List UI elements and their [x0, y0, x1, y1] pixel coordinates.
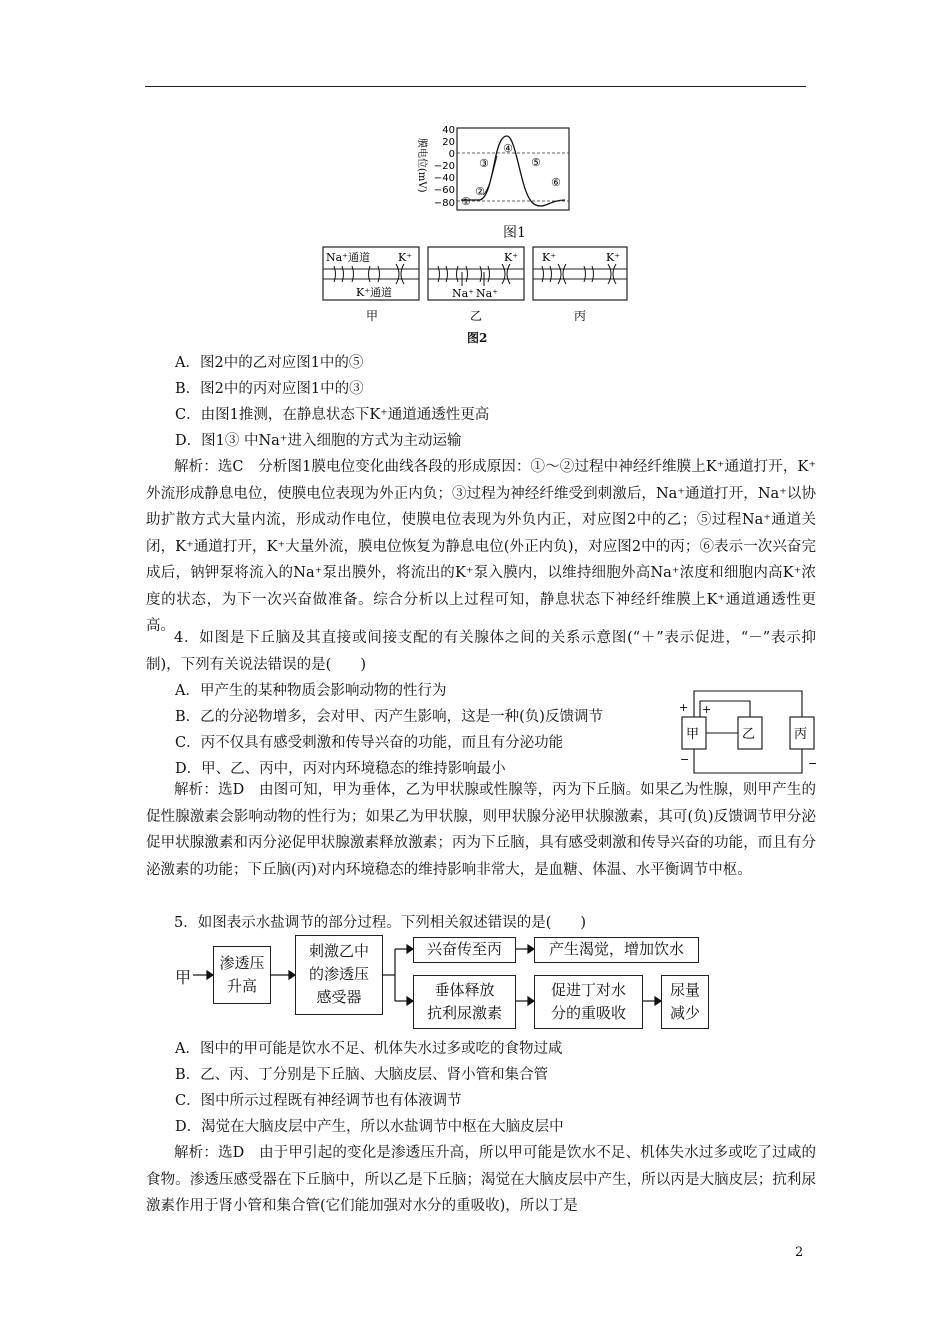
q5-box-reabsorb: [534, 975, 643, 1029]
q5-box-osmotic: [213, 946, 271, 1004]
q3-option-d: D．图1③ 中Na⁺进入细胞的方式为主动运输: [175, 433, 462, 449]
q3-option-a: A．图2中的乙对应图1中的⑤: [175, 355, 364, 371]
fig2-yi-na: Na⁺: [452, 287, 474, 300]
fig1-tick: 40: [442, 125, 455, 136]
q5-box-line: 促进丁对水: [550, 981, 626, 999]
figure-1-chart: [395, 120, 585, 220]
q5-option-c: C．图中所示过程既有神经调节也有体液调节: [175, 1093, 462, 1109]
q4-option-d: D．甲、乙、丙中，丙对内环境稳态的维持影响最小: [175, 761, 506, 777]
q5-box-line: 垂体释放: [434, 981, 495, 999]
q5-start-label: 甲: [175, 968, 192, 987]
fig1-tick: 0: [448, 149, 455, 160]
q4-analysis: 解析：选D 由图可知，甲为垂体，乙为甲状腺或性腺等，丙为下丘脑。如果乙为性腺，则甲产生的促性腺激素会影响动物的性行为；如果乙为甲状腺，则甲状腺分泌甲状腺激素，其可(负)反馈调节甲分泌促甲状腺激素和丙分泌促甲状腺激素释放激素；丙为下丘脑，具有感受刺激和传导兴奋的功能，而且有分泌激素的功能；下丘脑(丙)对内环境稳态的维持影响非常大，是血糖、体温、水平衡调节中枢。: [146, 782, 816, 878]
q4-option-b: B．乙的分泌物增多，会对甲、丙产生影响，这是一种(负)反馈调节: [175, 709, 603, 725]
q4-box-jia: 甲: [686, 727, 700, 742]
page-number: 2: [795, 1245, 804, 1260]
top-rule: [145, 86, 806, 87]
q5-box-line: 渗透压: [219, 954, 265, 972]
q4-stem: 4．如图是下丘脑及其直接或间接支配的有关腺体之间的关系示意图(“＋”表示促进，“－”表示抑制)，下列有关说法错误的是( ): [146, 630, 816, 673]
q4-minus-sign: −: [808, 757, 818, 770]
q5-box-line: 尿量: [669, 981, 700, 999]
q5-option-a: A．图中的甲可能是饮水不足、机体失水过多或吃的食物过咸: [175, 1041, 563, 1057]
q5-option-d: D．渴觉在大脑皮层中产生，所以水盐调节中枢在大脑皮层中: [175, 1119, 564, 1135]
q5-box-line: 分的重吸收: [550, 1004, 626, 1022]
q5-box-line: 的渗透压: [308, 965, 369, 983]
q5-flowchart: [175, 935, 735, 1035]
fig1-marker: ④: [503, 142, 513, 155]
q5-analysis: 解析：选D 由于甲引起的变化是渗透压升高，所以甲可能是饮水不足、机体失水过多或吃了过咸的食物。渗透压感受器在下丘脑中，所以乙是下丘脑；渴觉在大脑皮层中产生，所以丙是大脑皮层；抗利尿激素作用于肾小管和集合管(它们能加强对水分的重吸收)，所以丁是: [146, 1145, 816, 1214]
fig1-tick: 20: [442, 137, 455, 148]
q5-box-thirst: 产生渴觉，增加饮水: [534, 937, 699, 963]
fig1-tick: −60: [433, 185, 455, 196]
fig2-panel-label: 乙: [470, 309, 483, 323]
fig1-marker: ⑤: [531, 156, 541, 169]
q5-box-urine: [661, 975, 709, 1029]
q5-box-adh: [413, 975, 516, 1029]
q5-box-excite: 兴奋传至丙: [413, 937, 516, 963]
fig2-jia-na: Na⁺通道: [326, 251, 370, 264]
figure-2-diagram: [320, 244, 630, 328]
q4-minus-sign: −: [680, 753, 690, 766]
q3-analysis: 解析：选C 分析图1膜电位变化曲线各段的形成原因：①～②过程中神经纤维膜上K⁺通道打开，K⁺外流形成静息电位，使膜电位表现为外正内负；③过程为神经纤维受到刺激后，Na⁺通道打开，Na⁺以协助扩散方式大量内流，形成动作电位，使膜电位表现为外负内正，对应图2中的乙；⑤过程Na⁺通道关闭，K⁺通道打开，K⁺大量外流，膜电位恢复为静息电位(外正内负)，对应图2中的丙；⑥表示一次兴奋完成后，钠钾泵将流入的Na⁺泵出膜外，将流出的K⁺泵入膜内，以维持细胞外高Na⁺浓度和细胞内高K⁺浓度的状态，为下一次兴奋做准备。综合分析以上过程可知，静息状态下神经纤维膜上K⁺通道通透性更高。: [146, 459, 816, 634]
fig2-jia-k-bottom: K⁺通道: [356, 286, 393, 299]
q4-option-a: A．甲产生的某种物质会影响动物的性行为: [175, 683, 447, 699]
figure-2-caption: 图2: [467, 331, 488, 345]
q5-box-line: 感受器: [316, 988, 362, 1006]
q5-box-line: 减少: [669, 1004, 700, 1022]
fig2-panel-label: 甲: [366, 309, 379, 323]
fig2-bing-k2: K⁺: [606, 251, 621, 264]
fig1-ylabel: 膜电位(mV): [416, 138, 427, 193]
q4-plus-sign: +: [702, 703, 712, 716]
fig1-tick: −20: [433, 161, 455, 172]
figure-1-caption: 图1: [503, 225, 526, 241]
q3-option-c: C．由图1推测，在静息状态下K⁺通道通透性更高: [175, 407, 490, 423]
q3-option-b: B．图2中的丙对应图1中的③: [175, 381, 364, 397]
q5-box-line: 升高: [226, 977, 257, 995]
q5-stem: 5．如图表示水盐调节的部分过程。下列相关叙述错误的是( ): [174, 915, 587, 931]
q5-box-line: 刺激乙中: [308, 942, 369, 960]
q5-box-receptor: [295, 935, 383, 1015]
q4-box-bing: 丙: [794, 727, 808, 742]
q4-box-yi: 乙: [742, 727, 756, 742]
fig1-marker: ⑥: [551, 176, 561, 189]
fig2-yi-na2: Na⁺: [476, 287, 498, 300]
q5-box-line: 抗利尿激素: [426, 1004, 502, 1022]
q5-option-b: B．乙、丙、丁分别是下丘脑、大脑皮层、肾小管和集合管: [175, 1067, 549, 1083]
q4-plus-sign: +: [679, 701, 689, 714]
fig1-marker: ③: [479, 157, 489, 170]
fig2-panel-label: 丙: [574, 309, 587, 323]
q4-option-c: C．丙不仅具有感受刺激和传导兴奋的功能，而且有分泌功能: [175, 735, 564, 751]
fig1-tick: −80: [433, 198, 455, 209]
fig1-tick: −40: [433, 173, 455, 184]
fig2-bing-k1: K⁺: [542, 251, 557, 264]
fig1-marker: ②: [475, 185, 485, 198]
fig1-marker: ①: [461, 195, 471, 208]
fig2-jia-k-top: K⁺: [398, 251, 413, 264]
fig2-yi-k: K⁺: [504, 251, 519, 264]
q4-gland-diagram: [672, 683, 822, 783]
